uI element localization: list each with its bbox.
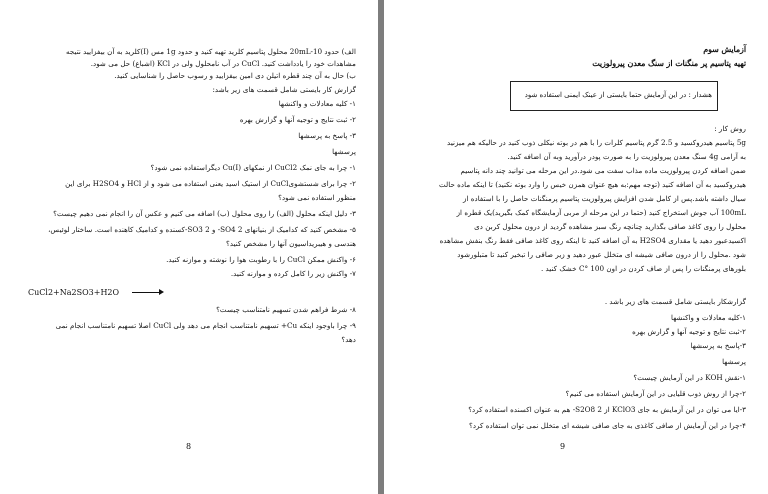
right-questions-title: پرسشها <box>722 357 746 366</box>
right-question: ۱-نقش KOH در این آزمایش چیست؟ <box>633 373 746 382</box>
left-question: ۲- چرا برای شستشویCuCl از استیک اسید یعنی استفاده می شود و از HCl و H2SO4 برای این <box>65 179 356 188</box>
page-title: آزمایش سوم <box>703 45 746 54</box>
left-line: ۲- ثبت نتایج و توجیه آنها و گزارش بهره <box>239 115 356 124</box>
method-line: محلول را روی کاغذ صافی بگذارید چنانچه رنگ سبز مشاهده گردید از درون محلول کربن دی <box>474 222 746 231</box>
method-line: 5g پتاسیم هیدروکسید و 2.5 گرم پتاسیم کلرات را با هم در بوته نیکلی ذوب کنید در حالیکه هم میزنید <box>447 138 746 147</box>
left-line: ب) حال به آن چند قطره اتیلن دی امین بیفزایید و رسوب حاصل را شناسایی کنید. <box>114 71 356 80</box>
left-questions-title: پرسشها <box>332 147 356 156</box>
right-question: ۳-ایا می توان در این آزمایش به جای KClO3 از S2O8 2- هم به عنوان اکسنده استفاده کرد؟ <box>468 405 746 414</box>
method-line: سیال داشته باشد.پس از کامل شدن افزایش پیرولوزیت پتاسیم پرمنگنات حاصل را با استفاده از <box>462 194 746 203</box>
left-page <box>0 0 378 494</box>
left-question: ۶- واکنش ممکن CuCl را با رطوبت هوا را نوشته و موازنه کنید. <box>166 255 356 264</box>
left-question: ۳- دلیل اینکه محلول (الف) را روی محلول (ب) اضافه می کنیم و عکس آن را انجام نمی دهیم چیست؟ <box>53 209 356 218</box>
left-question: ۱- چرا به جای نمک CuCl2 از نمکهای Cu(I) دیگراستفاده نمی شود؟ <box>150 163 356 172</box>
left-line: گزارش کار بایستی شامل قسمت های زیر باشد: <box>212 85 356 94</box>
page-subtitle: تهیه پتاسیم پر منگنات از سنگ معدن پیرولوزیت <box>592 59 746 68</box>
left-line: مشاهدات خود را یادداشت کنید. CuCl در آب نامحلول ولی در KCl (اشباع) حل می شود. <box>90 59 356 68</box>
safety-warning-box <box>510 81 718 111</box>
report-item: ۳-پاسخ به پرسشها <box>690 341 746 350</box>
left-question: منظور استفاده نمی شود؟ <box>278 193 356 202</box>
method-line: 100mL آب جوش استخراج کنید (حتما در این مرحله از مربی آزمایشگاه کمک بگیرید)یک قطره از <box>456 208 746 217</box>
right-page <box>384 0 768 494</box>
method-line: شود .محلول را از درون صافی شیشه ای متخلل عبور دهید و زیر صافی را تبخیر کنید تا متبلورشود <box>457 250 746 259</box>
right-question: ۴-چرا در این آزمایش از صافی کاغذی به جای صافی شیشه ای متخلل نمی توان استفاده کرد؟ <box>469 421 746 430</box>
left-question: هندسی و هیبریداسیون آنها را مشخص کنید؟ <box>226 239 356 248</box>
report-item: ۲-ثبت نتایج و توجیه آنها و گزارش بهره <box>632 327 746 336</box>
left-question: دهد؟ <box>341 335 356 344</box>
left-question: ۸- شرط فراهم شدن تسهیم نامتناسب چیست؟ <box>216 305 356 314</box>
reaction-arrow-icon <box>132 292 162 293</box>
page-number: 9 <box>560 442 566 451</box>
safety-warning-text: هشدار : در این آزمایش حتما بایستی از عینک ایمنی استفاده شود <box>524 91 712 99</box>
method-line: هیدروکسید به آن اضافه کنید (توجه مهم:به هیچ عنوان همزن خیس را وارد بوته نکنید) تا اینکه ماده حالت <box>439 180 746 189</box>
reaction-equation: CuCl2+Na2SO3+H2O <box>28 288 120 297</box>
report-title: گزارشکار بایستی شامل قسمت های زیر باشد . <box>604 297 746 306</box>
method-line: ضمن اضافه کردن پیرولوزیت ماده مذاب سفت می شود.در این مرحله می توانید چند دانه پتاسیم <box>460 166 746 175</box>
left-line: ۱- کلیه معادلات و واکنشها <box>278 99 356 108</box>
method-line: اکسیدعبور دهید یا مقداری H2SO4 به آن اضافه کنید تا اینکه روی کاغذ صافی فقط رنگ بنفش مشاهده <box>439 236 746 245</box>
method-line: به آرامی 4g سنگ معدن پیرولوزیت را به صورت پودر درآورید وبه آن اضافه کنید. <box>507 152 746 161</box>
left-line: ۳- پاسخ به پرسشها <box>298 131 356 140</box>
page-number: 8 <box>186 442 192 451</box>
method-line: بلورهای پرمنگنات را پس از صاف کردن در اون 100 °C خشک کنید . <box>540 264 746 273</box>
left-question: ۹- چرا باوجود اینکه Cu+ تسهیم نامتناسب انجام می دهد ولی CuCl اصلا تسهیم نامتناسب انجام نمی <box>55 321 356 330</box>
left-line: الف) حدود 20mL-10 محلول پتاسیم کلرید تهیه کنید و حدود 1g مس (I)کلرید به آن بیفزایید نتیجه <box>66 47 356 56</box>
left-question: ۷- واکنش زیر را کامل کرده و موازنه کنید. <box>230 269 356 278</box>
report-item: ۱-کلیه معادلات و واکنشها <box>671 313 746 322</box>
method-title: روش کار : <box>714 124 746 133</box>
left-question: ۵- مشخص کنید که کدامیک از بنیانهای SO4 2- و SO3 2-کسنده و کدامیک کاهنده است. ساختار لوئیس، <box>48 225 356 234</box>
right-question: ۲-چرا از روش ذوب قلیایی در این آزمایش استفاده می کنیم؟ <box>565 389 746 398</box>
